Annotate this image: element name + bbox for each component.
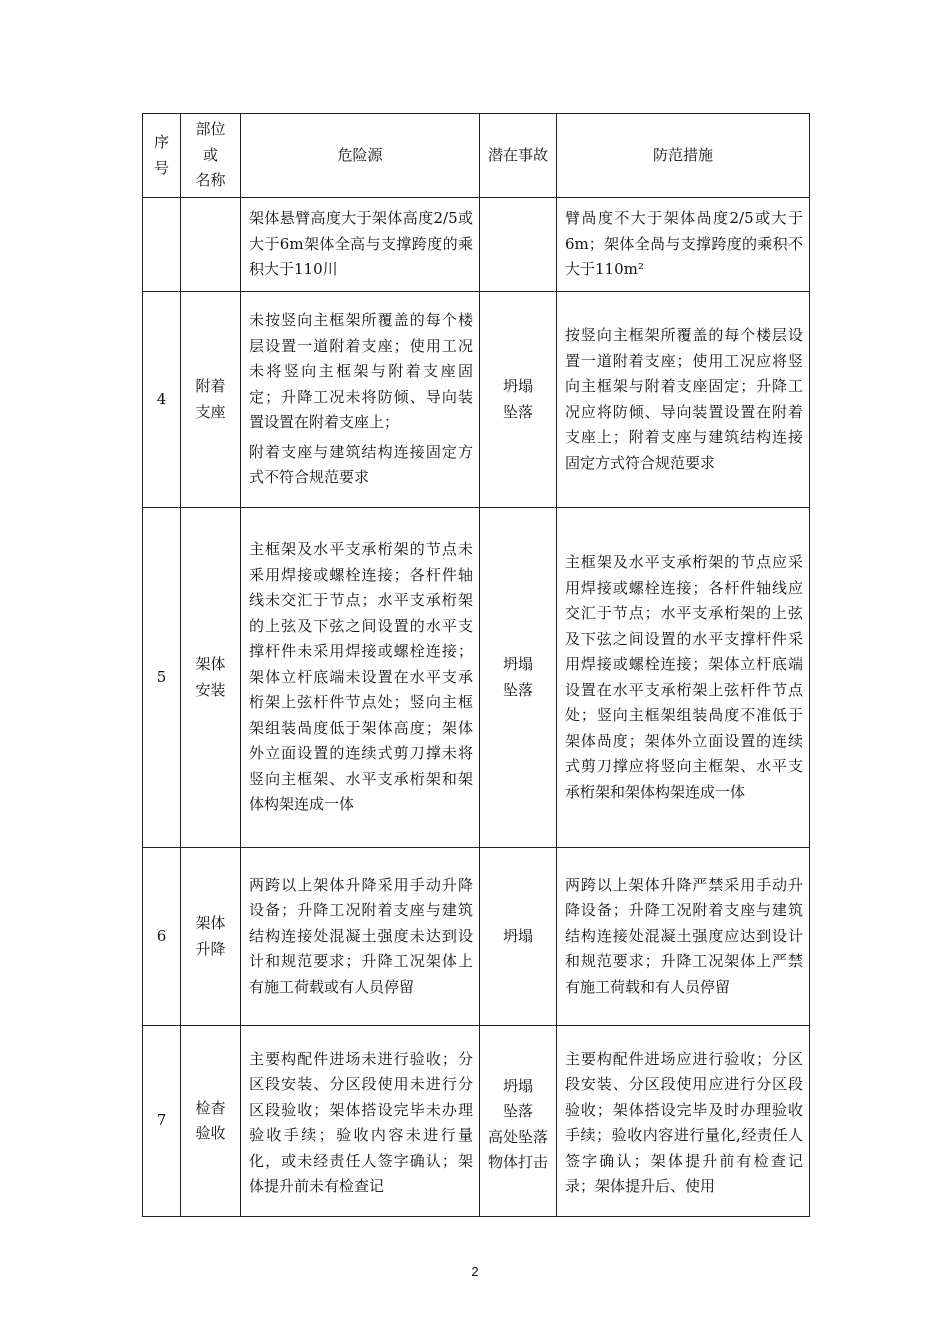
table-row bbox=[143, 198, 810, 292]
row-no: 6 bbox=[143, 848, 181, 1026]
row-no: 7 bbox=[143, 1026, 181, 1217]
row-accident: 坍塌 坠落 高处坠落 物体打击 bbox=[480, 1026, 557, 1217]
row-no: 4 bbox=[143, 292, 181, 508]
row-accident: 坍塌 坠落 bbox=[480, 292, 557, 508]
row-part: 架体 升降 bbox=[181, 848, 241, 1026]
row-hazard: 架体悬臂高度大于架体高度2/5或大于6m架体全高与支撑跨度的乘积大于110川 bbox=[241, 198, 480, 292]
table-row bbox=[143, 848, 810, 1026]
header-no: 序 号 bbox=[143, 114, 181, 198]
hazard-table bbox=[142, 113, 810, 1217]
page-number: 2 bbox=[471, 1264, 479, 1279]
header-measures: 防范措施 bbox=[557, 114, 810, 198]
row-accident bbox=[480, 198, 557, 292]
row-no: 5 bbox=[143, 508, 181, 848]
table-header-row bbox=[143, 114, 810, 198]
row-hazard: 两跨以上架体升降采用手动升降设备；升降工况附着支座与建筑结构连接处混凝土强度未达到设计和规范要求；升降工况架体上有施工荷载或有人员停留 bbox=[241, 848, 480, 1026]
header-part: 部位 或 名称 bbox=[181, 114, 241, 198]
row-accident: 坍塌 bbox=[480, 848, 557, 1026]
row-hazard: 主要构配件进场未进行验收；分区段安装、分区段使用未进行分区段验收；架体搭设完毕未办理验收手续；验收内容未进行量化，或未经责任人签字确认；架体提升前未有检查记 bbox=[241, 1026, 480, 1217]
header-hazard: 危险源 bbox=[241, 114, 480, 198]
table-row bbox=[143, 1026, 810, 1217]
row-measures: 两跨以上架体升降严禁采用手动升降设备；升降工况附着支座与建筑结构连接处混凝土强度应达到设计和规范要求；升降工况架体上严禁有施工荷载和有人员停留 bbox=[557, 848, 810, 1026]
header-accident: 潜在事故 bbox=[480, 114, 557, 198]
row-measures: 主框架及水平支承桁架的节点应采用焊接或螺栓连接；各杆件轴线应交汇于节点；水平支承桁架的上弦及下弦之间设置的水平支撑杆件采用焊接或螺栓连接；架体立杆底端设置在水平支承桁架上弦杆件节点处；竖向主框架组装咼度不准低于架体咼度；架体外立面设置的连续式剪刀撑应将竖向主框架、水平支承桁架和架体构架连成一体 bbox=[557, 508, 810, 848]
table-row bbox=[143, 508, 810, 848]
row-measures: 臂咼度不大于架体咼度2/5或大于6m；架体全咼与支撑跨度的乘积不大于110m² bbox=[557, 198, 810, 292]
row-part: 检杳 验收 bbox=[181, 1026, 241, 1217]
row-part: 架体 安装 bbox=[181, 508, 241, 848]
row-measures: 主要构配件进场应进行验收；分区段安装、分区段使用应进行分区段验收；架体搭设完毕及时办理验收手续；验收内容进行量化,经责任人签字确认；架体提升前有检查记录；架体提升后、使用 bbox=[557, 1026, 810, 1217]
table-row bbox=[143, 292, 810, 508]
row-part: 附着 支座 bbox=[181, 292, 241, 508]
row-measures: 按竖向主框架所覆盖的每个楼层设置一道附着支座；使用工况应将竖向主框架与附着支座固定；升降工况应将防倾、导向装置设置在附着支座上；附着支座与建筑结构连接固定方式符合规范要求 bbox=[557, 292, 810, 508]
row-part bbox=[181, 198, 241, 292]
row-accident: 坍塌 坠落 bbox=[480, 508, 557, 848]
row-hazard: 主框架及水平支承桁架的节点未釆用焊接或螺栓连接；各杆件轴线未交汇于节点；水平支承桁架的上弦及下弦之间设置的水平支撑杆件未采用焊接或螺栓连接；架体立杆底端未设置在水平支承桁架上弦杆件节点处；竖向主框架组装咼度低于架体高度；架体外立面设置的连续式剪刀撑未将竖向主框架、水平支承桁架和架体构架连成一体 bbox=[241, 508, 480, 848]
row-hazard: 未按竖向主框架所覆盖的每个楼层设置一道附着支座；使用工况未将竖向主框架与附着支座固定；升降工况未将防倾、导向装置设置在附着支座上； 附着支座与建筑结构连接固定方式不符合规范要求 bbox=[241, 292, 480, 508]
row-no bbox=[143, 198, 181, 292]
